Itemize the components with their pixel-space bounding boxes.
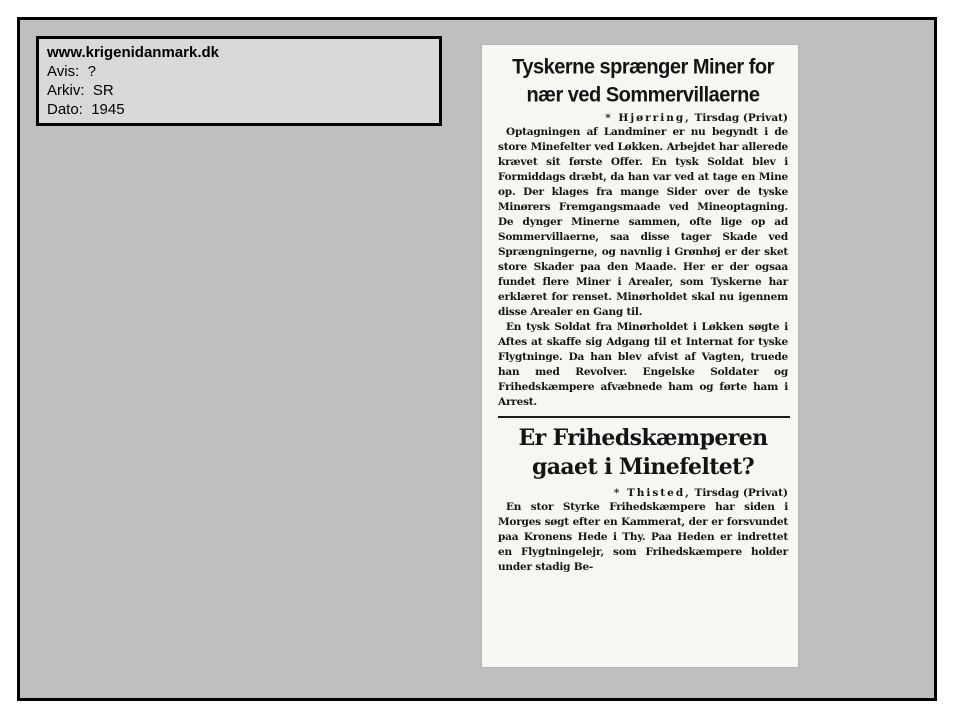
info-label: Dato: <box>47 101 83 118</box>
article-2-paragraph: En stor Styrke Frihedskæmpere har siden i Morges søgt efter en Kammerat, der er forsvundet paa Kronens Hede i Thy. Paa Heden er indrettet en Flygtningelejr, som Frihedskæmpere holder under stadig Be- <box>498 501 788 573</box>
source-info-box <box>36 36 442 126</box>
info-label: Avis: <box>47 63 80 80</box>
article-1-dateline: * Hjørring, Tirsdag (Privat) <box>605 112 788 124</box>
info-label: Arkiv: <box>47 82 85 99</box>
source-website: www.krigenidanmark.dk <box>47 44 219 61</box>
info-value: ? <box>87 63 96 80</box>
newspaper-clipping <box>482 45 798 667</box>
info-row-date <box>47 100 431 119</box>
article-divider <box>498 416 790 418</box>
article-1-paragraph: En tysk Soldat fra Minørholdet i Løkken søgte i Aftes at skaffe sig Adgang til et Internat for tyske Flygtninge. Da han blev afvist af Vagten, truede han med Revolver. Engelske Soldater og Frihedskæmpere afvæbnede ham og førte ham i Arrest. <box>498 321 788 408</box>
slide-frame <box>17 17 937 701</box>
info-value: SR <box>92 82 114 99</box>
article-1-headline: Tyskerne sprænger Miner for nær ved Sommervillaerne <box>512 55 774 107</box>
article-1-paragraph: Optagningen af Landminer er nu begyndt i de store Minefelter ved Løkken. Arbejdet har allerede krævet sit første Offer. En tysk Soldat blev i Formiddags dræbt, da han var ved at tage en Mine op. Der klages fra mange Sider over de tyske Minørers Fremgangsmaade ved Mineoptagning. De dynger Minerne sammen, ofte lige op ad Sommervillaerne, saa disse tager Skade ved Sprængningerne, og navnlig i Grønhøj er der sket store Skader paa den Maade. Her er der ogsaa fundet flere Miner i Arealer, som Tyskerne har erklæret for renset. Minørholdet skal nu igennem disse Arealer en Gang til. <box>498 126 788 318</box>
info-row-newspaper <box>47 62 431 81</box>
info-row-archive <box>47 81 431 100</box>
article-2-dateline: * Thisted, Tirsdag (Privat) <box>613 487 788 499</box>
info-value: 1945 <box>91 101 125 118</box>
article-2-headline: Er Frihedskæmperen gaaet i Minefeltet? <box>518 425 768 480</box>
